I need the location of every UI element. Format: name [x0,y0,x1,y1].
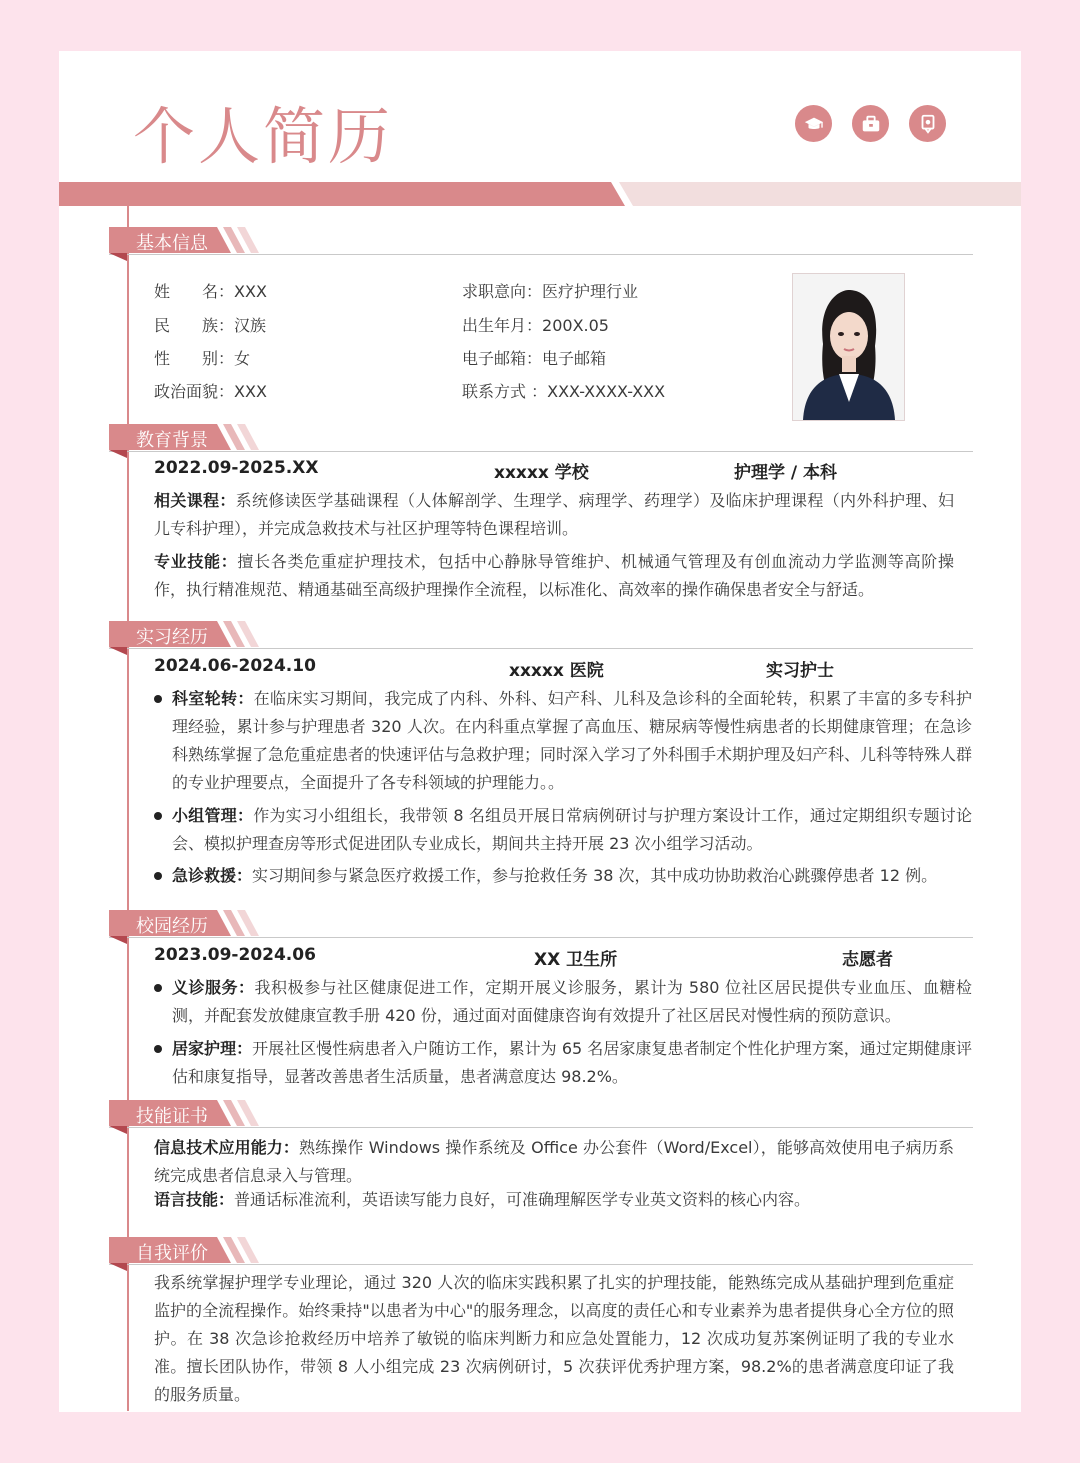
bullet-icon [154,812,162,820]
info-objective: 求职意向：医疗护理行业 [462,282,639,301]
briefcase-icon [852,105,889,142]
section-title: 实习经历 [136,627,208,648]
info-contact: 联系方式 ：XXX-XXXX-XXX [462,382,666,401]
internship-item-rotation: 科室轮转：在临床实习期间，我完成了内科、外科、妇产科、儿科及急诊科的全面轮转，积累了丰富的多专科护理经验，累计参与护理患者 320 人次。在内科重点掌握了高血压、糖尿病等慢性病患者的长期健康管理；在急诊科熟练掌握了急危重症患者的快速评估与急救护理；同时深入学习了外科围手术期护理及妇产科、儿科等特殊人群的专业护理要点，全面提升了各专科领域的护理能力。。 [154,685,972,797]
info-gender: 性 别：女 [154,349,251,368]
timeline-line [127,206,129,1411]
page-title: 个人简历 [133,100,394,173]
section-skills [109,1100,973,1134]
campus-org: XX 卫生所 [534,950,618,970]
profile-photo [792,273,905,421]
bullet-icon [154,695,162,703]
header-icons [795,105,946,142]
campus-row [154,945,954,973]
header-band [59,182,1021,206]
internship-org: xxxxx 医院 [509,661,604,681]
internship-item-emergency: 急诊救援：实习期间参与紧急医疗救援工作，参与抢救任务 38 次，其中成功协助救治心跳骤停患者 12 例。 [154,862,972,890]
education-skills: 专业技能：擅长各类危重症护理技术，包括中心静脉导管维护、机械通气管理及有创血流动力学监测等高阶操作，执行精准规范、精通基础至高级护理操作全流程，以标准化、高效率的操作确保患者安全与舒适。 [154,552,954,599]
certificate-icon [909,105,946,142]
bullet-icon [154,872,162,880]
info-birth: 出生年月：200X.05 [462,316,609,335]
education-courses: 相关课程：系统修读医学基础课程（人体解剖学、生理学、病理学、药理学）及临床护理课程（内外科护理、妇儿专科护理），并完成急救技术与社区护理等特色课程培训。 [154,491,954,538]
section-campus [109,910,973,944]
section-self-evaluation [109,1237,973,1271]
education-date: 2022.09-2025.XX [154,458,319,478]
section-education [109,424,973,458]
internship-row [154,656,954,684]
education-major: 护理学 / 本科 [734,463,838,483]
campus-date: 2023.09-2024.06 [154,945,316,965]
self-evaluation-text: 我系统掌握护理学专业理论，通过 320 人次的临床实践积累了扎实的护理技能，能熟练完成从基础护理到危重症监护的全流程操作。始终秉持"以患者为中心"的服务理念，以高度的责任心和专业素养为患者提供身心全方位的照护。在 38 次急诊抢救经历中培养了敏锐的临床判断力和应急处置能力，12 次成功复苏案例证明了我的专业水准。擅长团队协作，带领 8 人小组完成 23 次病例研讨，5 次获评优秀护理方案，98.2%的患者满意度印证了我的服务质量。 [154,1273,954,1404]
graduation-cap-icon [795,105,832,142]
bullet-icon [154,984,162,992]
resume-page [59,51,1021,1412]
education-row [154,458,954,486]
education-school: xxxxx 学校 [494,463,589,483]
skills-it: 信息技术应用能力：熟练操作 Windows 操作系统及 Office 办公套件（Word/Excel），能够高效使用电子病历系统完成患者信息录入与管理。 [154,1138,954,1185]
internship-role: 实习护士 [766,661,834,681]
info-political: 政治面貌：XXX [154,382,267,401]
section-title: 技能证书 [136,1106,208,1127]
skills-language: 语言技能：普通话标准流利，英语读写能力良好，可准确理解医学专业英文资料的核心内容。 [154,1190,811,1209]
internship-date: 2024.06-2024.10 [154,656,316,676]
internship-item-management: 小组管理：作为实习小组组长，我带领 8 名组员开展日常病例研讨与护理方案设计工作，通过定期组织专题讨论会、模拟护理查房等形式促进团队专业成长，期间共主持开展 23 次小组学习活动。 [154,802,972,858]
section-title: 校园经历 [136,916,208,937]
section-basic-info [109,227,973,261]
info-name: 姓 名：XXX [154,282,267,301]
info-ethnicity: 民 族：汉族 [154,316,267,335]
bullet-icon [154,1045,162,1053]
section-internship [109,621,973,655]
campus-item-clinic: 义诊服务：我积极参与社区健康促进工作，定期开展义诊服务，累计为 580 位社区居民提供专业血压、血糖检测，并配套发放健康宣教手册 420 份，通过面对面健康咨询有效提升了社区居民对慢性病的预防意识。 [154,974,972,1030]
section-title: 教育背景 [136,430,208,451]
section-title: 自我评价 [136,1243,208,1264]
info-email: 电子邮箱：电子邮箱 [462,349,607,368]
campus-role: 志愿者 [842,950,893,970]
campus-item-homecare: 居家护理：开展社区慢性病患者入户随访工作，累计为 65 名居家康复患者制定个性化护理方案，通过定期健康评估和康复指导，显著改善患者生活质量，患者满意度达 98.2%。 [154,1035,972,1091]
section-title: 基本信息 [136,233,208,254]
